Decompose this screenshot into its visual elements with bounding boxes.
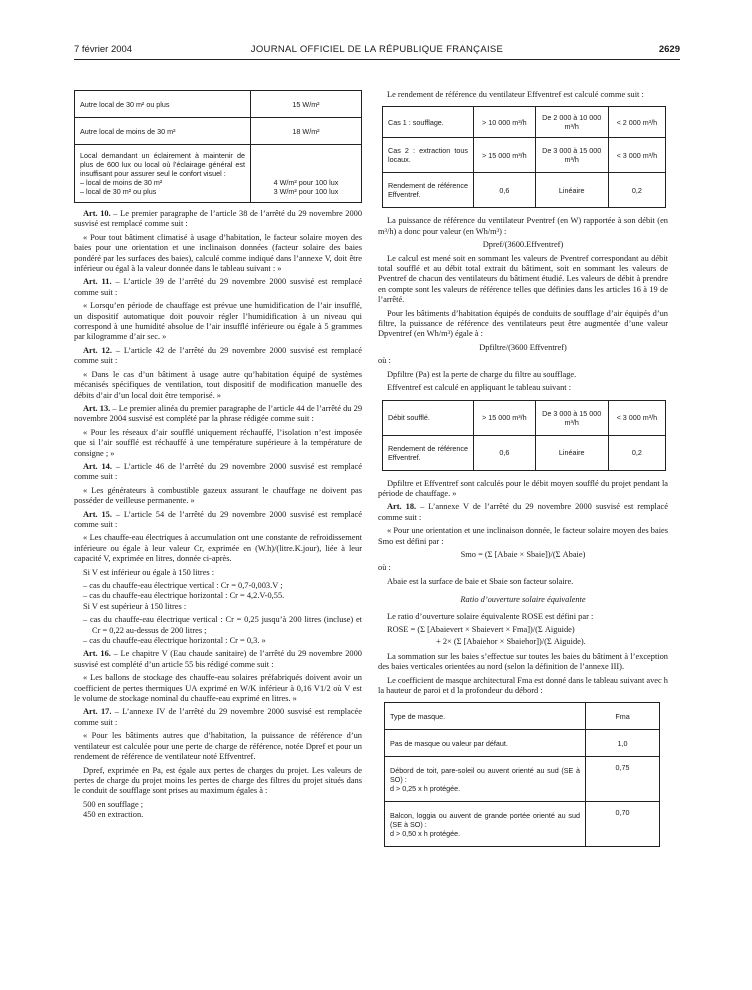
table-cell: > 15 000 m³/h bbox=[474, 138, 536, 173]
table-row bbox=[383, 173, 666, 208]
article-heading: Art. 15. bbox=[83, 509, 112, 519]
table-cell: Cas 1 : soufflage. bbox=[383, 107, 474, 138]
header-journal-title: JOURNAL OFFICIEL DE LA RÉPUBLIQUE FRANÇAISE bbox=[250, 44, 504, 55]
article-quote: « Les générateurs à combustible gazeux assurant le chauffage ne doivent pas posséder de veilleuse permanente. » bbox=[74, 485, 362, 506]
paragraph: Effventref est calculé en appliquant le tableau suivant : bbox=[387, 383, 572, 393]
article-heading: Art. 13. bbox=[83, 403, 111, 413]
table-cell: Autre local de moins de 30 m² bbox=[75, 118, 251, 145]
table-row bbox=[383, 400, 666, 435]
paragraph: Le calcul est mené soit en sommant les valeurs de Pventref correspondant au débit total soufflé et au débit total extrait du bâtiment, soit en sommant les valeurs de Pventref de chacun des ventilateurs du bâtiment étudié. Les valeurs de débit à prendre en compte sont les valeurs de référence telles que définies dans les articles 16 à 19 de l’arrêté. bbox=[378, 253, 668, 305]
table-row bbox=[385, 730, 660, 757]
table-cell: Débord de toit, pare-soleil ou auvent orienté au sud (SE à SO) : d > 0,25 x h protégée. bbox=[385, 757, 586, 802]
header-rule bbox=[74, 59, 680, 60]
table-row bbox=[383, 138, 666, 173]
list-item: – cas du chauffe-eau électrique horizontal : Cr = 0,3. » bbox=[83, 636, 266, 646]
formula: Dpfiltre/(3600 Effventref) bbox=[479, 342, 567, 352]
table-cell: 0,6 bbox=[474, 173, 536, 208]
page-header bbox=[74, 44, 680, 58]
paragraph: La sommation sur les baies s’effectue sur toutes les baies du bâtiment à l’exception des baies verticales orientées au nord (selon la définition de l’annexe III). bbox=[378, 651, 668, 672]
list-item: 500 en soufflage ; bbox=[83, 799, 144, 809]
paragraph: où : bbox=[378, 563, 391, 573]
right-column bbox=[378, 90, 668, 847]
table-row bbox=[385, 802, 660, 847]
table-cell: 15 W/m² bbox=[251, 91, 362, 118]
article-10 bbox=[74, 209, 362, 230]
paragraph: Le ratio d’ouverture solaire équivalente ROSE est défini par : bbox=[387, 611, 594, 621]
table-cell: < 2 000 m³/h bbox=[608, 107, 665, 138]
paragraph: La puissance de référence du ventilateur Pventref (en W) rapportée à son débit (en m³/h) a donc pour valeur (en Wh/m³) : bbox=[378, 216, 668, 236]
table-cell-text: Local demandant un éclairement à maintenir de plus de 600 lux ou local où l’éclairage général est insuffisant pour assurer seul le confort visuel : bbox=[80, 151, 245, 178]
article-18 bbox=[378, 502, 668, 523]
article-heading: Art. 18. bbox=[387, 502, 417, 512]
table-row bbox=[383, 435, 666, 470]
article-14 bbox=[74, 462, 362, 483]
article-heading: Art. 11. bbox=[83, 277, 112, 287]
table-cell: Pas de masque ou valeur par défaut. bbox=[385, 730, 586, 757]
article-quote: « Pour les bâtiments autres que d’habitation, la puissance de référence d’un ventilateur est calculée pour une perte de charge de référence, notée Dpref et pour un rendement de référence de ventilateur noté Effventref. bbox=[74, 731, 362, 762]
table-cell: Débit soufflé. bbox=[383, 400, 474, 435]
table-cell: Fma bbox=[586, 703, 660, 730]
table-cell: 0,70 bbox=[586, 802, 660, 847]
formula: ROSE = (Σ [Abaievert × Sbaievert × Fma])/(Σ Aiguide) bbox=[387, 624, 575, 634]
article-11 bbox=[74, 277, 362, 298]
table-cell: 0,2 bbox=[608, 435, 665, 470]
article-text: – L’annexe V de l’arrêté du 29 novembre 2000 susvisé est remplacé comme suit : bbox=[378, 502, 668, 522]
table-cell: Balcon, loggia ou auvent de grande portée orienté au sud (SE à SO) : d > 0,50 x h protégée. bbox=[385, 802, 586, 847]
paragraph: Abaie est la surface de baie et Sbaie son facteur solaire. bbox=[387, 576, 574, 586]
header-page-number: 2629 bbox=[658, 44, 680, 55]
table-cell: Rendement de référence Effventref. bbox=[383, 173, 474, 208]
table-cell: < 3 000 m³/h bbox=[608, 138, 665, 173]
table-row bbox=[75, 145, 362, 203]
article-17 bbox=[74, 707, 362, 728]
article-quote: « Pour une orientation et une inclinaison donnée, le facteur solaire moyen des baies Smo est défini par : bbox=[378, 526, 668, 546]
article-quote: « Les ballons de stockage des chauffe-eau solaires préfabriqués doivent avoir un coefficient de pertes thermiques UA exprimé en W/K inférieur à 0,16 V1/2 où V est le volume de stockage nominal du chauffe-eau exprimé en litres. » bbox=[74, 673, 362, 704]
list-item: Si V est supérieur à 150 litres : bbox=[83, 601, 187, 611]
article-quote: « Lorsqu’en période de chauffage est prévue une humidification de l’air insufflé, un dispositif automatique doit pouvoir régler l’humidification à un niveau qui correspond à une humidité absolue de l’air insufflé inférieure ou égale à 5 grammes par kilogramme d’air sec. » bbox=[74, 301, 362, 342]
table-cell-text: – local de moins de 30 m² bbox=[80, 178, 163, 187]
paragraph: Dpfiltre (Pa) est la perte de charge du filtre au soufflage. bbox=[387, 369, 577, 379]
article-text: – L’article 46 de l’arrêté du 29 novembre 2000 susvisé est remplacé comme suit : bbox=[74, 461, 362, 482]
article-quote: Dpref, exprimée en Pa, est égale aux pertes de charges du projet. Les valeurs de pertes de charge du projet moins les pertes de charge des filtres du projet situés dans le conduit de soufflage sont prises au maximum égales à : bbox=[74, 765, 362, 796]
table-cell: 1,0 bbox=[586, 730, 660, 757]
table-cell: De 3 000 à 15 000 m³/h bbox=[535, 400, 608, 435]
formula: + 2× (Σ [Abaiehor × Sbaiehor])/(Σ Aiguide). bbox=[436, 637, 586, 647]
table-cell: Linéaire bbox=[535, 435, 608, 470]
paragraph: où : bbox=[378, 356, 391, 366]
article-quote: « Pour tout bâtiment climatisé à usage d’habitation, le facteur solaire moyen des baies pour une orientation et une inclinaison données (facteur solaire des baies pondéré par les surfaces des baies), calculé comme indiqué dans l’annexe V, doit être inférieur ou égal à la valeur donnée dans le tableau suivant : » bbox=[74, 232, 362, 274]
table-cell-text: 4 W/m² pour 100 lux bbox=[273, 178, 339, 187]
table-row bbox=[385, 757, 660, 802]
table-cell: Linéaire bbox=[535, 173, 608, 208]
table-cell: > 10 000 m³/h bbox=[474, 107, 536, 138]
table-row bbox=[385, 703, 660, 730]
table-row bbox=[383, 107, 666, 138]
formula: Dpref/(3600.Effventref) bbox=[482, 240, 564, 250]
lighting-table bbox=[74, 90, 362, 203]
mask-coefficient-table bbox=[384, 702, 660, 847]
article-12 bbox=[74, 346, 362, 367]
table-cell-text: 3 W/m² pour 100 lux bbox=[273, 187, 339, 196]
table-cell: < 3 000 m³/h bbox=[608, 400, 665, 435]
list-item: Si V est inférieur ou égale à 150 litres : bbox=[83, 567, 215, 577]
list-item: – cas du chauffe-eau électrique horizontal : Cr = 4,2.V-0,55. bbox=[83, 591, 285, 601]
article-quote: « Dans le cas d’un bâtiment à usage autre qu’habitation équipé de systèmes mécanisés spécifiques de ventilation, tout dispositif de modification manuelle des débits d’air d’un local doit être temporisé. » bbox=[74, 369, 362, 400]
article-text: – L’annexe IV de l’arrêté du 29 novembre 2000 susvisé est remplacée comme suit : bbox=[74, 707, 362, 727]
article-text: – Le premier alinéa du premier paragraphe de l’article 44 de l’arrêté du 29 novembre 2004 susvisé est complété par la phrase rédigée comme suit : bbox=[74, 403, 363, 424]
article-text: – Le chapitre V (Eau chaude sanitaire) de l’arrêté du 29 novembre 2000 susvisé est complété d’un article 55 bis rédigé comme suit : bbox=[74, 649, 362, 669]
table-cell: Type de masque. bbox=[385, 703, 586, 730]
table-cell-text: – local de 30 m² ou plus bbox=[80, 187, 157, 196]
list-item: 450 en extraction. bbox=[83, 810, 144, 820]
article-heading: Art. 14. bbox=[83, 461, 112, 471]
article-15 bbox=[74, 510, 362, 531]
paragraph: Le rendement de référence du ventilateur Effventref est calculé comme suit : bbox=[387, 90, 644, 99]
left-column bbox=[74, 90, 362, 821]
article-quote: « Les chauffe-eau électriques à accumulation ont une constante de refroidissement inférieure ou égale à leur valeur Cr, exprimée en (W.h)/(litre.K.jour), liée à leur capacité V, exprimée en litres, donnée ci-après. bbox=[74, 533, 362, 564]
article-text: – L’article 54 de l’arrêté du 29 novembre 2000 susvisé est remplacé comme suit : bbox=[74, 509, 362, 529]
table-cell: 0,75 bbox=[586, 757, 660, 802]
article-quote: « Pour les réseaux d’air soufflé uniquement réchauffé, l’isolation n’est imposée que si l’air soufflé est réchauffé à une température supérieure à la température de consigne ; » bbox=[74, 427, 362, 458]
article-13 bbox=[74, 404, 362, 425]
article-heading: Art. 10. bbox=[83, 209, 111, 218]
list-item: – cas du chauffe-eau électrique vertical : Cr = 0,25 jusqu’à 200 litres (incluse) et Cr = 0,22 au-dessus de 200 litres ; bbox=[83, 615, 362, 635]
table-cell: 0,2 bbox=[608, 173, 665, 208]
list-item: – cas du chauffe-eau électrique vertical : Cr = 0,7-0,003.V ; bbox=[83, 581, 283, 590]
table-row bbox=[75, 118, 362, 145]
article-heading: Art. 17. bbox=[83, 707, 112, 717]
paragraph: Dpfiltre et Effventref sont calculés pour le débit moyen soufflé du projet pendant la période de chauffage. » bbox=[378, 478, 668, 498]
paragraph: Le coefficient de masque architectural Fma est donné dans le tableau suivant avec h la hauteur de paroi et d la profondeur du débord : bbox=[378, 675, 668, 695]
table-cell: De 3 000 à 15 000 m³/h bbox=[535, 138, 608, 173]
table-cell bbox=[75, 145, 251, 203]
table-cell: Rendement de référence Effventref. bbox=[383, 435, 474, 470]
formula: Smo = (Σ [Abaie × Sbaie])/(Σ Abaie) bbox=[460, 549, 586, 559]
section-title: Ratio d’ouverture solaire équivalente bbox=[460, 595, 586, 605]
table-cell bbox=[251, 145, 362, 203]
article-text: – Le premier paragraphe de l’article 38 de l’arrêté du 29 novembre 2000 susvisé est remplacé comme suit : bbox=[74, 209, 363, 229]
efficiency-table-1 bbox=[382, 106, 666, 208]
article-heading: Art. 12. bbox=[83, 345, 112, 355]
table-cell: 18 W/m² bbox=[251, 118, 362, 145]
paragraph: Pour les bâtiments d’habitation équipés de conduits de soufflage d’air équipés d’un filtre, la puissance de référence des ventilateurs peut être augmentée d’une valeur Dpventref (en Wh/m³) égale à : bbox=[378, 308, 668, 339]
article-text: – L’article 39 de l’arrêté du 29 novembre 2000 susvisé est remplacé comme suit : bbox=[74, 277, 363, 297]
header-date: 7 février 2004 bbox=[74, 44, 133, 55]
table-cell: Cas 2 : extraction tous locaux. bbox=[383, 138, 474, 173]
efficiency-table-2 bbox=[382, 400, 666, 471]
table-cell: Autre local de 30 m² ou plus bbox=[75, 91, 251, 118]
article-16 bbox=[74, 649, 362, 670]
table-row bbox=[75, 91, 362, 118]
table-cell: De 2 000 à 10 000 m³/h bbox=[535, 107, 608, 138]
table-cell: > 15 000 m³/h bbox=[474, 400, 536, 435]
article-heading: Art. 16. bbox=[83, 649, 111, 659]
table-cell: 0,6 bbox=[474, 435, 536, 470]
article-text: – L’article 42 de l’arrêté du 29 novembre 2000 susvisé est remplacé comme suit : bbox=[74, 345, 362, 366]
